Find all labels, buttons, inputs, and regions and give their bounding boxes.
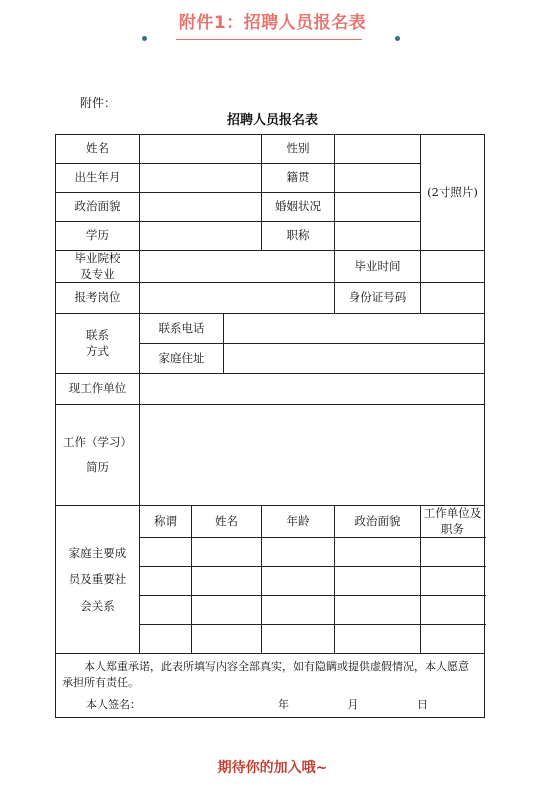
name-field[interactable] xyxy=(140,135,262,164)
family-label-line1: 家庭主要成 xyxy=(68,545,127,560)
form-title: 招聘人员报名表 xyxy=(226,113,318,128)
contact-label-line2: 方式 xyxy=(86,343,109,358)
current-employer-label: 现工作单位 xyxy=(56,374,140,405)
current-employer-field[interactable] xyxy=(140,374,485,405)
family-cell[interactable] xyxy=(140,567,192,596)
date-year: 年 xyxy=(278,697,290,711)
photo-box[interactable]: (2寸照片) xyxy=(421,135,485,251)
decorative-dot-right xyxy=(395,36,400,41)
family-cell[interactable] xyxy=(262,596,335,625)
native-place-field[interactable] xyxy=(335,164,421,193)
family-cell[interactable] xyxy=(140,625,192,654)
id-number-field[interactable] xyxy=(421,283,485,314)
gender-field[interactable] xyxy=(335,135,421,164)
family-cell[interactable] xyxy=(262,625,335,654)
school-major-field[interactable] xyxy=(140,251,335,283)
annex-label: 附件： xyxy=(80,96,117,110)
family-cell[interactable] xyxy=(192,538,262,567)
resume-label-line1: 工作（学习） xyxy=(63,434,132,449)
pledge-text: 本人郑重承诺，此表所填写内容全部真实，如有隐瞒或提供虚假情况，本人愿意承担所有责任。 xyxy=(62,659,469,689)
family-cell[interactable] xyxy=(335,596,421,625)
professional-title-label: 职称 xyxy=(262,222,335,251)
family-col-name: 姓名 xyxy=(192,506,262,538)
native-place-label: 籍贯 xyxy=(262,164,335,193)
family-cell[interactable] xyxy=(140,596,192,625)
school-major-label xyxy=(56,251,140,283)
school-label-line2: 及专业 xyxy=(80,266,115,281)
education-field[interactable] xyxy=(140,222,262,251)
contact-label-line1: 联系 xyxy=(86,328,109,343)
family-col-employer: 工作单位及职务 xyxy=(421,506,485,538)
political-status-field[interactable] xyxy=(140,193,262,222)
applied-position-field[interactable] xyxy=(140,283,335,314)
family-cell[interactable] xyxy=(421,567,485,596)
family-cell[interactable] xyxy=(421,596,485,625)
family-cell[interactable] xyxy=(335,538,421,567)
graduation-time-label: 毕业时间 xyxy=(335,251,421,283)
family-relations-label xyxy=(56,506,140,654)
resume-field[interactable] xyxy=(140,405,485,506)
date-month: 月 xyxy=(347,697,359,711)
family-cell[interactable] xyxy=(192,596,262,625)
school-label-line1: 毕业院校 xyxy=(74,251,121,265)
pledge-section xyxy=(56,654,485,718)
registration-form-table xyxy=(55,134,485,718)
family-cell[interactable] xyxy=(421,625,485,654)
political-status-label: 政治面貌 xyxy=(56,193,140,222)
family-cell[interactable] xyxy=(335,567,421,596)
signature-label[interactable]: 本人签名： xyxy=(86,697,141,711)
signature-date[interactable] xyxy=(278,698,478,713)
family-cell[interactable] xyxy=(421,538,485,567)
graduation-time-field[interactable] xyxy=(421,251,485,283)
gender-label: 性别 xyxy=(262,135,335,164)
id-number-label: 身份证号码 xyxy=(335,283,421,314)
family-cell[interactable] xyxy=(335,625,421,654)
contact-phone-field[interactable] xyxy=(224,314,485,344)
signature-row xyxy=(62,698,478,713)
header-underline xyxy=(176,39,362,40)
name-label: 姓名 xyxy=(56,135,140,164)
professional-title-field[interactable] xyxy=(335,222,421,251)
family-label-line2: 员及重要社 xyxy=(68,572,127,587)
family-cell[interactable] xyxy=(192,567,262,596)
birth-label: 出生年月 xyxy=(56,164,140,193)
marital-status-label: 婚姻状况 xyxy=(262,193,335,222)
contact-method-label xyxy=(56,314,140,374)
footer-slogan: 期待你的加入哦~ xyxy=(217,760,328,776)
family-label-line3: 会关系 xyxy=(80,598,115,613)
family-col-political: 政治面貌 xyxy=(335,506,421,538)
family-cell[interactable] xyxy=(262,538,335,567)
family-cell[interactable] xyxy=(192,625,262,654)
date-day: 日 xyxy=(417,697,429,711)
family-cell[interactable] xyxy=(262,567,335,596)
marital-status-field[interactable] xyxy=(335,193,421,222)
family-col-age: 年龄 xyxy=(262,506,335,538)
page-header-title: 附件1：招聘人员报名表 xyxy=(178,13,367,33)
home-address-field[interactable] xyxy=(224,344,485,374)
birth-field[interactable] xyxy=(140,164,262,193)
resume-label xyxy=(56,405,140,506)
decorative-dot-left xyxy=(142,36,147,41)
home-address-label: 家庭住址 xyxy=(140,344,224,374)
resume-label-line2: 简历 xyxy=(86,460,109,475)
applied-position-label: 报考岗位 xyxy=(56,283,140,314)
education-label: 学历 xyxy=(56,222,140,251)
family-col-relation: 称谓 xyxy=(140,506,192,538)
contact-phone-label: 联系电话 xyxy=(140,314,224,344)
family-cell[interactable] xyxy=(140,538,192,567)
